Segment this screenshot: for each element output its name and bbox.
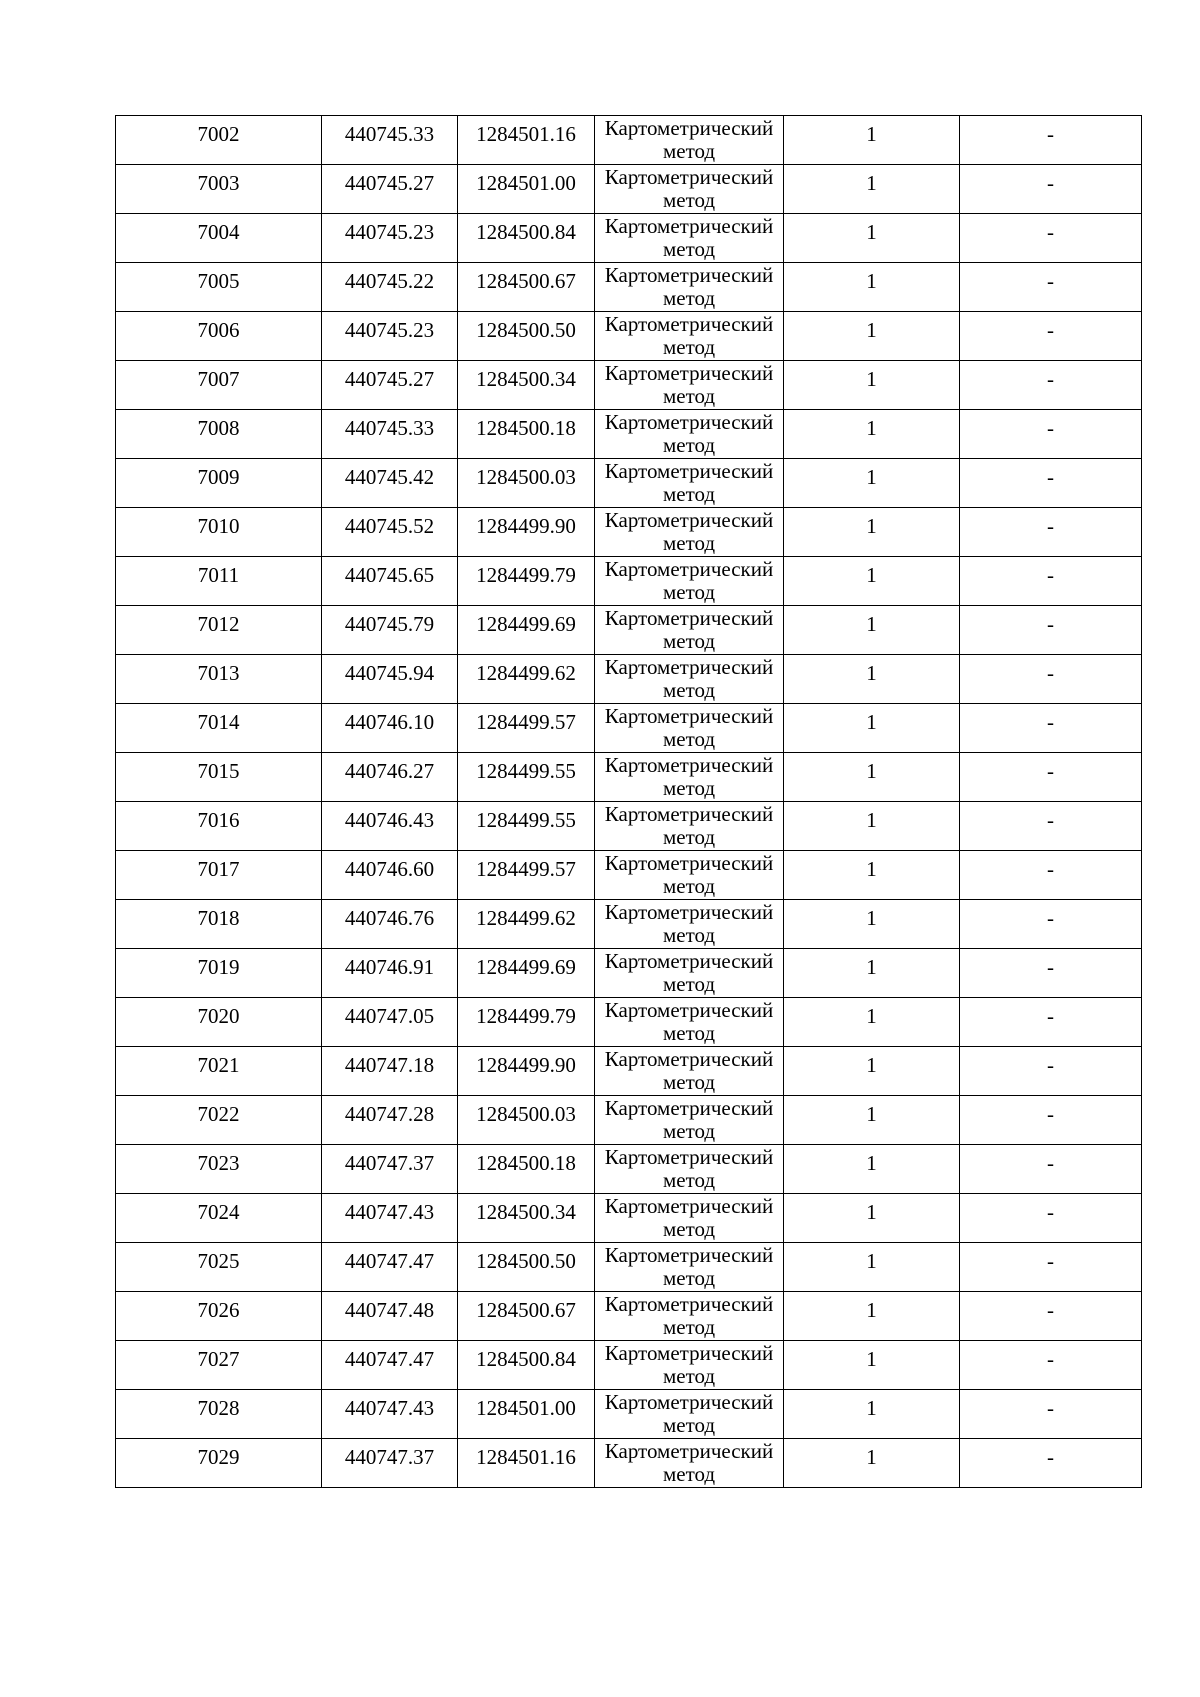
method-name-line: Картометрический <box>604 900 774 924</box>
method-word-line: метод <box>662 1021 716 1045</box>
point-number-cell: 7013 <box>116 655 322 704</box>
note-cell: - <box>960 1439 1142 1488</box>
method-cell <box>595 1145 784 1194</box>
accuracy-cell: 1 <box>784 1194 960 1243</box>
accuracy-cell: 1 <box>784 998 960 1047</box>
accuracy-cell: 1 <box>784 214 960 263</box>
method-name-line: Картометрический <box>604 312 774 336</box>
method-word-line: метод <box>662 1217 716 1241</box>
point-number-cell: 7021 <box>116 1047 322 1096</box>
note-cell: - <box>960 802 1142 851</box>
y-coordinate-cell: 1284500.50 <box>458 1243 595 1292</box>
method-cell <box>595 998 784 1047</box>
note-cell: - <box>960 1096 1142 1145</box>
table-row <box>116 508 1142 557</box>
point-number-cell: 7008 <box>116 410 322 459</box>
method-name-line: Картометрический <box>604 851 774 875</box>
accuracy-cell: 1 <box>784 802 960 851</box>
table-row <box>116 753 1142 802</box>
note-cell: - <box>960 312 1142 361</box>
point-number-cell: 7014 <box>116 704 322 753</box>
method-name-line: Картометрический <box>604 508 774 532</box>
table-row <box>116 1145 1142 1194</box>
table-row <box>116 459 1142 508</box>
y-coordinate-cell: 1284499.79 <box>458 998 595 1047</box>
method-name-line: Картометрический <box>604 998 774 1022</box>
method-cell <box>595 949 784 998</box>
method-name-line: Картометрический <box>604 459 774 483</box>
accuracy-cell: 1 <box>784 606 960 655</box>
method-name-line: Картометрический <box>604 1341 774 1365</box>
method-word-line: метод <box>662 1462 716 1486</box>
x-coordinate-cell: 440745.65 <box>322 557 458 606</box>
method-word-line: метод <box>662 923 716 947</box>
y-coordinate-cell: 1284500.84 <box>458 214 595 263</box>
method-word-line: метод <box>662 1413 716 1437</box>
y-coordinate-cell: 1284501.00 <box>458 165 595 214</box>
method-name-line: Картометрический <box>604 1292 774 1316</box>
method-cell <box>595 655 784 704</box>
y-coordinate-cell: 1284500.84 <box>458 1341 595 1390</box>
note-cell: - <box>960 1341 1142 1390</box>
method-cell <box>595 263 784 312</box>
y-coordinate-cell: 1284499.62 <box>458 655 595 704</box>
y-coordinate-cell: 1284501.00 <box>458 1390 595 1439</box>
method-name-line: Картометрический <box>604 410 774 434</box>
x-coordinate-cell: 440745.23 <box>322 214 458 263</box>
coordinates-table <box>115 115 1142 1488</box>
table-row <box>116 1341 1142 1390</box>
point-number-cell: 7019 <box>116 949 322 998</box>
y-coordinate-cell: 1284500.67 <box>458 1292 595 1341</box>
y-coordinate-cell: 1284500.18 <box>458 410 595 459</box>
method-name-line: Картометрический <box>604 1439 774 1463</box>
point-number-cell: 7003 <box>116 165 322 214</box>
note-cell: - <box>960 1243 1142 1292</box>
method-word-line: метод <box>662 433 716 457</box>
accuracy-cell: 1 <box>784 508 960 557</box>
method-cell <box>595 410 784 459</box>
note-cell: - <box>960 1292 1142 1341</box>
method-word-line: метод <box>662 286 716 310</box>
x-coordinate-cell: 440746.27 <box>322 753 458 802</box>
point-number-cell: 7010 <box>116 508 322 557</box>
method-name-line: Картометрический <box>604 606 774 630</box>
table-row <box>116 655 1142 704</box>
point-number-cell: 7029 <box>116 1439 322 1488</box>
method-cell <box>595 1243 784 1292</box>
note-cell: - <box>960 459 1142 508</box>
method-cell <box>595 312 784 361</box>
y-coordinate-cell: 1284499.90 <box>458 1047 595 1096</box>
method-name-line: Картометрический <box>604 1047 774 1071</box>
note-cell: - <box>960 998 1142 1047</box>
table-row <box>116 1194 1142 1243</box>
table-row <box>116 557 1142 606</box>
method-word-line: метод <box>662 1364 716 1388</box>
method-cell <box>595 851 784 900</box>
method-cell <box>595 214 784 263</box>
x-coordinate-cell: 440745.79 <box>322 606 458 655</box>
method-word-line: метод <box>662 531 716 555</box>
x-coordinate-cell: 440747.43 <box>322 1390 458 1439</box>
y-coordinate-cell: 1284500.03 <box>458 1096 595 1145</box>
method-cell <box>595 606 784 655</box>
y-coordinate-cell: 1284500.50 <box>458 312 595 361</box>
y-coordinate-cell: 1284499.57 <box>458 704 595 753</box>
method-cell <box>595 1439 784 1488</box>
table-row <box>116 606 1142 655</box>
y-coordinate-cell: 1284499.79 <box>458 557 595 606</box>
y-coordinate-cell: 1284499.55 <box>458 802 595 851</box>
method-name-line: Картометрический <box>604 1096 774 1120</box>
accuracy-cell: 1 <box>784 1390 960 1439</box>
method-word-line: метод <box>662 237 716 261</box>
note-cell: - <box>960 753 1142 802</box>
x-coordinate-cell: 440745.27 <box>322 165 458 214</box>
note-cell: - <box>960 214 1142 263</box>
point-number-cell: 7025 <box>116 1243 322 1292</box>
method-word-line: метод <box>662 384 716 408</box>
method-name-line: Картометрический <box>604 949 774 973</box>
point-number-cell: 7016 <box>116 802 322 851</box>
y-coordinate-cell: 1284499.69 <box>458 949 595 998</box>
method-word-line: метод <box>662 188 716 212</box>
note-cell: - <box>960 655 1142 704</box>
y-coordinate-cell: 1284499.57 <box>458 851 595 900</box>
method-cell <box>595 1194 784 1243</box>
method-cell <box>595 557 784 606</box>
method-name-line: Картометрический <box>604 214 774 238</box>
method-word-line: метод <box>662 874 716 898</box>
method-word-line: метод <box>662 1070 716 1094</box>
point-number-cell: 7022 <box>116 1096 322 1145</box>
method-cell <box>595 802 784 851</box>
method-word-line: метод <box>662 972 716 996</box>
y-coordinate-cell: 1284499.55 <box>458 753 595 802</box>
x-coordinate-cell: 440745.22 <box>322 263 458 312</box>
point-number-cell: 7015 <box>116 753 322 802</box>
method-word-line: метод <box>662 1266 716 1290</box>
table-row <box>116 851 1142 900</box>
method-cell <box>595 900 784 949</box>
method-cell <box>595 704 784 753</box>
point-number-cell: 7024 <box>116 1194 322 1243</box>
method-word-line: метод <box>662 1168 716 1192</box>
note-cell: - <box>960 1145 1142 1194</box>
accuracy-cell: 1 <box>784 1341 960 1390</box>
point-number-cell: 7005 <box>116 263 322 312</box>
table-row <box>116 410 1142 459</box>
note-cell: - <box>960 606 1142 655</box>
accuracy-cell: 1 <box>784 900 960 949</box>
method-name-line: Картометрический <box>604 704 774 728</box>
accuracy-cell: 1 <box>784 704 960 753</box>
x-coordinate-cell: 440745.52 <box>322 508 458 557</box>
method-word-line: метод <box>662 825 716 849</box>
x-coordinate-cell: 440745.33 <box>322 410 458 459</box>
note-cell: - <box>960 263 1142 312</box>
point-number-cell: 7012 <box>116 606 322 655</box>
point-number-cell: 7018 <box>116 900 322 949</box>
accuracy-cell: 1 <box>784 1047 960 1096</box>
y-coordinate-cell: 1284501.16 <box>458 116 595 165</box>
point-number-cell: 7017 <box>116 851 322 900</box>
method-word-line: метод <box>662 1315 716 1339</box>
x-coordinate-cell: 440746.10 <box>322 704 458 753</box>
method-name-line: Картометрический <box>604 557 774 581</box>
note-cell: - <box>960 557 1142 606</box>
x-coordinate-cell: 440747.48 <box>322 1292 458 1341</box>
accuracy-cell: 1 <box>784 312 960 361</box>
method-name-line: Картометрический <box>604 1390 774 1414</box>
note-cell: - <box>960 1390 1142 1439</box>
method-cell <box>595 1341 784 1390</box>
method-word-line: метод <box>662 580 716 604</box>
table-row <box>116 1390 1142 1439</box>
note-cell: - <box>960 508 1142 557</box>
method-word-line: метод <box>662 482 716 506</box>
point-number-cell: 7009 <box>116 459 322 508</box>
point-number-cell: 7027 <box>116 1341 322 1390</box>
method-name-line: Картометрический <box>604 263 774 287</box>
accuracy-cell: 1 <box>784 655 960 704</box>
x-coordinate-cell: 440747.37 <box>322 1439 458 1488</box>
coordinates-table-body <box>116 116 1142 1488</box>
table-row <box>116 1243 1142 1292</box>
method-name-line: Картометрический <box>604 116 774 140</box>
method-word-line: метод <box>662 139 716 163</box>
method-word-line: метод <box>662 1119 716 1143</box>
y-coordinate-cell: 1284499.90 <box>458 508 595 557</box>
method-name-line: Картометрический <box>604 361 774 385</box>
method-name-line: Картометрический <box>604 802 774 826</box>
point-number-cell: 7023 <box>116 1145 322 1194</box>
note-cell: - <box>960 851 1142 900</box>
table-row <box>116 1439 1142 1488</box>
accuracy-cell: 1 <box>784 851 960 900</box>
method-name-line: Картометрический <box>604 753 774 777</box>
note-cell: - <box>960 410 1142 459</box>
table-row <box>116 1292 1142 1341</box>
table-row <box>116 704 1142 753</box>
table-row <box>116 165 1142 214</box>
point-number-cell: 7007 <box>116 361 322 410</box>
x-coordinate-cell: 440746.60 <box>322 851 458 900</box>
accuracy-cell: 1 <box>784 361 960 410</box>
y-coordinate-cell: 1284500.34 <box>458 361 595 410</box>
table-row <box>116 900 1142 949</box>
y-coordinate-cell: 1284499.62 <box>458 900 595 949</box>
y-coordinate-cell: 1284500.03 <box>458 459 595 508</box>
accuracy-cell: 1 <box>784 949 960 998</box>
accuracy-cell: 1 <box>784 1243 960 1292</box>
note-cell: - <box>960 949 1142 998</box>
x-coordinate-cell: 440746.91 <box>322 949 458 998</box>
point-number-cell: 7006 <box>116 312 322 361</box>
accuracy-cell: 1 <box>784 410 960 459</box>
accuracy-cell: 1 <box>784 1439 960 1488</box>
method-name-line: Картометрический <box>604 1194 774 1218</box>
note-cell: - <box>960 1047 1142 1096</box>
method-cell <box>595 1096 784 1145</box>
table-row <box>116 949 1142 998</box>
table-row <box>116 1096 1142 1145</box>
y-coordinate-cell: 1284500.34 <box>458 1194 595 1243</box>
accuracy-cell: 1 <box>784 557 960 606</box>
method-word-line: метод <box>662 678 716 702</box>
x-coordinate-cell: 440747.47 <box>322 1341 458 1390</box>
accuracy-cell: 1 <box>784 753 960 802</box>
table-row <box>116 263 1142 312</box>
x-coordinate-cell: 440747.43 <box>322 1194 458 1243</box>
x-coordinate-cell: 440745.23 <box>322 312 458 361</box>
method-word-line: метод <box>662 629 716 653</box>
method-cell <box>595 1292 784 1341</box>
x-coordinate-cell: 440747.47 <box>322 1243 458 1292</box>
method-word-line: метод <box>662 727 716 751</box>
point-number-cell: 7028 <box>116 1390 322 1439</box>
table-row <box>116 116 1142 165</box>
x-coordinate-cell: 440747.28 <box>322 1096 458 1145</box>
method-word-line: метод <box>662 335 716 359</box>
method-name-line: Картометрический <box>604 1145 774 1169</box>
accuracy-cell: 1 <box>784 1292 960 1341</box>
note-cell: - <box>960 165 1142 214</box>
method-word-line: метод <box>662 776 716 800</box>
method-name-line: Картометрический <box>604 655 774 679</box>
accuracy-cell: 1 <box>784 165 960 214</box>
method-cell <box>595 508 784 557</box>
table-row <box>116 802 1142 851</box>
note-cell: - <box>960 116 1142 165</box>
method-cell <box>595 361 784 410</box>
method-cell <box>595 1390 784 1439</box>
table-row <box>116 312 1142 361</box>
x-coordinate-cell: 440746.76 <box>322 900 458 949</box>
x-coordinate-cell: 440747.18 <box>322 1047 458 1096</box>
x-coordinate-cell: 440747.05 <box>322 998 458 1047</box>
y-coordinate-cell: 1284499.69 <box>458 606 595 655</box>
method-cell <box>595 165 784 214</box>
table-row <box>116 214 1142 263</box>
x-coordinate-cell: 440745.27 <box>322 361 458 410</box>
accuracy-cell: 1 <box>784 116 960 165</box>
table-row <box>116 1047 1142 1096</box>
x-coordinate-cell: 440745.94 <box>322 655 458 704</box>
point-number-cell: 7026 <box>116 1292 322 1341</box>
x-coordinate-cell: 440747.37 <box>322 1145 458 1194</box>
method-name-line: Картометрический <box>604 165 774 189</box>
point-number-cell: 7002 <box>116 116 322 165</box>
x-coordinate-cell: 440746.43 <box>322 802 458 851</box>
accuracy-cell: 1 <box>784 1096 960 1145</box>
x-coordinate-cell: 440745.33 <box>322 116 458 165</box>
table-row <box>116 361 1142 410</box>
note-cell: - <box>960 900 1142 949</box>
y-coordinate-cell: 1284500.67 <box>458 263 595 312</box>
method-cell <box>595 116 784 165</box>
point-number-cell: 7011 <box>116 557 322 606</box>
note-cell: - <box>960 704 1142 753</box>
accuracy-cell: 1 <box>784 263 960 312</box>
y-coordinate-cell: 1284501.16 <box>458 1439 595 1488</box>
method-cell <box>595 1047 784 1096</box>
note-cell: - <box>960 1194 1142 1243</box>
accuracy-cell: 1 <box>784 1145 960 1194</box>
method-cell <box>595 459 784 508</box>
method-cell <box>595 753 784 802</box>
accuracy-cell: 1 <box>784 459 960 508</box>
x-coordinate-cell: 440745.42 <box>322 459 458 508</box>
table-row <box>116 998 1142 1047</box>
y-coordinate-cell: 1284500.18 <box>458 1145 595 1194</box>
method-name-line: Картометрический <box>604 1243 774 1267</box>
note-cell: - <box>960 361 1142 410</box>
point-number-cell: 7004 <box>116 214 322 263</box>
point-number-cell: 7020 <box>116 998 322 1047</box>
